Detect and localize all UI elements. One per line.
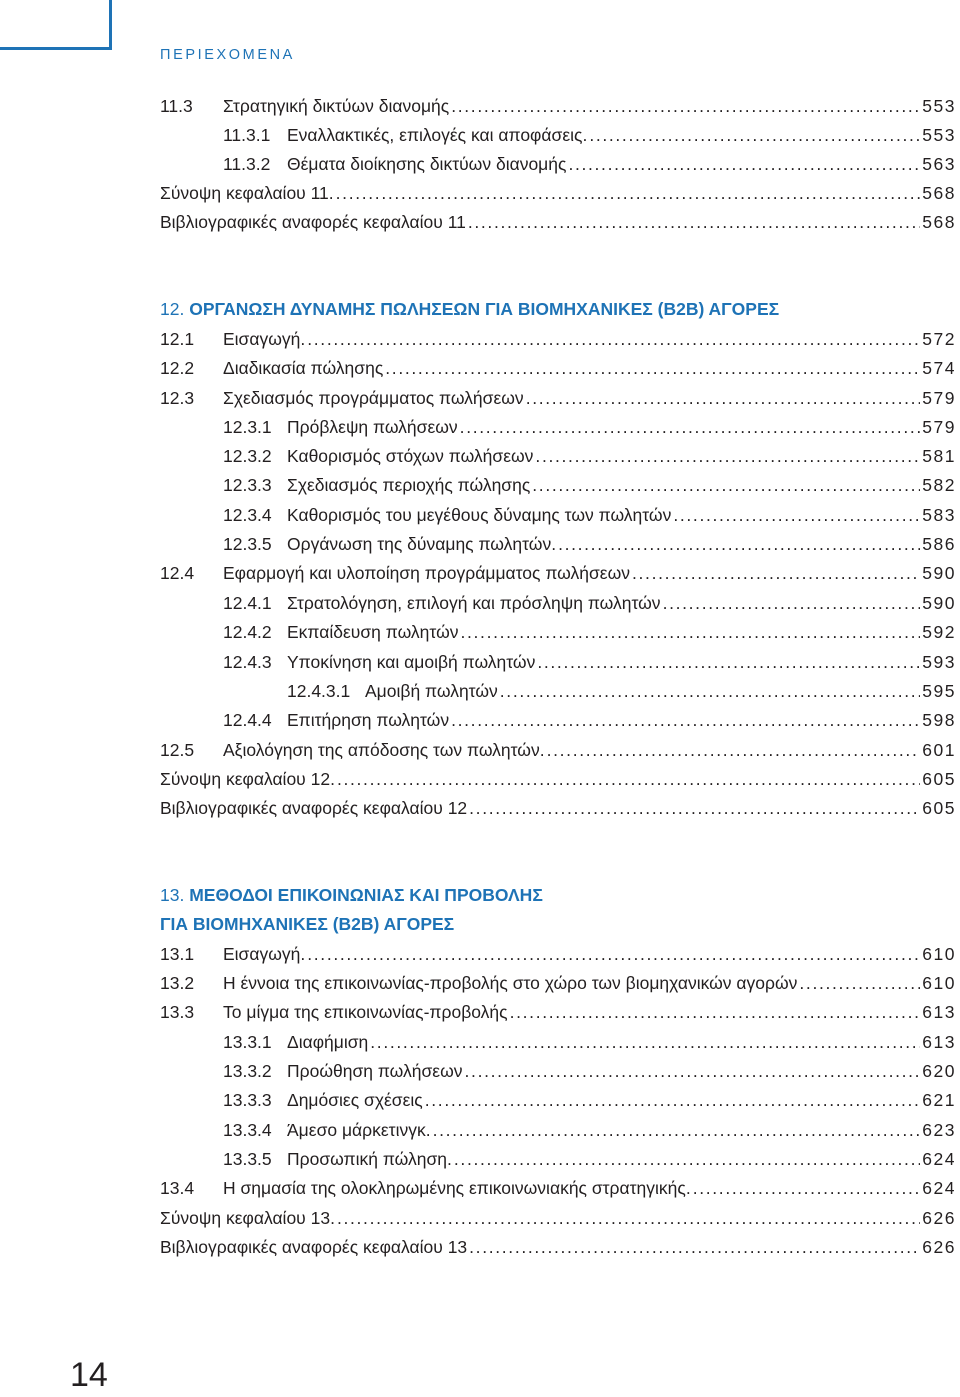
toc-entry-page: 563 bbox=[922, 154, 956, 174]
toc-entry-label: Το μίγμα της επικοινωνίας-προβολής bbox=[223, 1002, 508, 1022]
toc-entry-label: Υποκίνηση και αμοιβή πωλητών bbox=[287, 652, 536, 672]
toc-entry-label: Επιτήρηση πωλητών bbox=[287, 710, 450, 730]
toc-entry-label: Θέματα διοίκησης δικτύων διανομής bbox=[287, 154, 567, 174]
toc-dot-leader bbox=[693, 1178, 921, 1199]
toc-entry-label: Σύνοψη κεφαλαίου 11. bbox=[160, 183, 334, 203]
toc-entry-label: Σύνοψη κεφαλαίου 12. bbox=[160, 769, 335, 789]
toc-entry-label: Καθορισμός του μεγέθους δύναμης των πωλητών bbox=[287, 505, 672, 525]
toc-entry-number: 13.3.5 bbox=[223, 1149, 272, 1169]
toc-dot-leader bbox=[370, 1032, 920, 1053]
toc-dot-leader bbox=[632, 563, 920, 584]
toc-entry-page: 610 bbox=[922, 944, 956, 964]
toc-entry[interactable] bbox=[160, 329, 956, 353]
toc-entry-label: Άμεσο μάρκετινγκ. bbox=[287, 1120, 431, 1140]
toc-entry-page: 582 bbox=[922, 475, 956, 495]
toc-entry[interactable] bbox=[160, 1208, 956, 1232]
toc-entry-label: Η έννοια της επικοινωνίας-προβολής στο χώρο των βιομηχανικών αγορών bbox=[223, 973, 798, 993]
toc-entry-number: 12.4.3.1 bbox=[287, 681, 351, 701]
toc-entry[interactable] bbox=[160, 652, 956, 676]
toc-entry-page: 574 bbox=[922, 358, 956, 378]
toc-entry[interactable] bbox=[160, 1120, 956, 1144]
toc-entry[interactable] bbox=[160, 1149, 956, 1173]
toc-entry-label: Η σημασία της ολοκληρωμένης επικοινωνιακής στρατηγικής. bbox=[223, 1178, 691, 1198]
toc-entry[interactable] bbox=[160, 534, 956, 558]
toc-entry-number: 12.4.1 bbox=[223, 593, 272, 613]
toc-entry[interactable] bbox=[160, 798, 956, 822]
toc-entry-page: 623 bbox=[922, 1120, 956, 1140]
toc-entry-number: 11.3 bbox=[160, 96, 193, 116]
toc-entry-label: Εφαρμογή και υλοποίηση προγράμματος πωλήσεων bbox=[223, 563, 630, 583]
toc-entry-label: Σχεδιασμός περιοχής πώλησης bbox=[287, 475, 531, 495]
toc-dot-leader bbox=[663, 593, 921, 614]
toc-dot-leader bbox=[469, 798, 920, 819]
toc-entry[interactable] bbox=[160, 1090, 956, 1114]
toc-entry-page: 605 bbox=[922, 798, 956, 818]
toc-entry-label: Στρατηγική δικτύων διανομής bbox=[223, 96, 450, 116]
toc-entry-number: 13.2 bbox=[160, 973, 195, 993]
toc-entry[interactable] bbox=[160, 944, 956, 968]
toc-entry-page: 620 bbox=[922, 1061, 956, 1081]
toc-entry[interactable] bbox=[160, 505, 956, 529]
toc-entry[interactable] bbox=[160, 475, 956, 499]
toc-entry-page: 595 bbox=[922, 681, 956, 701]
toc-entry-number: 12.3.1 bbox=[223, 417, 272, 437]
toc-dot-leader bbox=[336, 183, 921, 204]
toc-entry-number: 13.3.4 bbox=[223, 1120, 272, 1140]
toc-dot-leader bbox=[589, 125, 920, 146]
toc-entry-page: 598 bbox=[922, 710, 956, 730]
toc-entry-label: Σύνοψη κεφαλαίου 13. bbox=[160, 1208, 335, 1228]
toc-dot-leader bbox=[337, 769, 920, 790]
toc-entry-page: 624 bbox=[922, 1178, 956, 1198]
toc-dot-leader bbox=[535, 446, 920, 467]
toc-entry-number: 13.3.2 bbox=[223, 1061, 272, 1081]
toc-entry[interactable] bbox=[160, 1178, 956, 1202]
toc-entry-label: Διαφήμιση bbox=[287, 1032, 369, 1052]
toc-entry-page: 601 bbox=[922, 740, 956, 760]
toc-dot-leader bbox=[307, 944, 920, 965]
toc-entry[interactable] bbox=[160, 681, 956, 705]
toc-entry-number: 13.4 bbox=[160, 1178, 195, 1198]
toc-entry-page: 579 bbox=[922, 388, 956, 408]
toc-dot-leader bbox=[568, 154, 920, 175]
toc-entry-page: 586 bbox=[922, 534, 956, 554]
toc-dot-leader bbox=[460, 417, 921, 438]
toc-entry[interactable] bbox=[160, 1002, 956, 1026]
toc-entry-number: 12.4.2 bbox=[223, 622, 272, 642]
toc-entry-label: Προώθηση πωλήσεων bbox=[287, 1061, 463, 1081]
toc-dot-leader bbox=[465, 1061, 921, 1082]
toc-entry-number: 13.3.3 bbox=[223, 1090, 272, 1110]
toc-dot-leader bbox=[532, 475, 920, 496]
toc-entry-page: 610 bbox=[922, 973, 956, 993]
toc-dot-leader bbox=[307, 329, 920, 350]
toc-entry-page: 581 bbox=[922, 446, 956, 466]
toc-entry-number: 13.3 bbox=[160, 1002, 195, 1022]
chapter-13-title[interactable] bbox=[160, 885, 543, 906]
toc-entry-page: 568 bbox=[922, 183, 956, 203]
toc-entry-number: 12.1 bbox=[160, 329, 195, 349]
toc-dot-leader bbox=[510, 1002, 921, 1023]
toc-dot-leader bbox=[385, 358, 920, 379]
toc-dot-leader bbox=[537, 652, 920, 673]
toc-entry-page: 626 bbox=[922, 1208, 956, 1228]
toc-dot-leader bbox=[425, 1090, 921, 1111]
toc-entry-label: Αξιολόγηση της απόδοσης των πωλητών. bbox=[223, 740, 545, 760]
toc-entry[interactable] bbox=[160, 125, 956, 149]
toc-entry-label: Διαδικασία πώλησης bbox=[223, 358, 384, 378]
toc-dot-leader bbox=[526, 388, 921, 409]
toc-entry-page: 553 bbox=[922, 125, 956, 145]
toc-entry-label: Εισαγωγή. bbox=[223, 329, 306, 349]
toc-entry-page: 621 bbox=[922, 1090, 956, 1110]
toc-entry-label: Πρόβλεψη πωλήσεων bbox=[287, 417, 458, 437]
chapter-13-title-line2: ΓΙΑ ΒΙΟΜΗΧΑΝΙΚΕΣ (B2B) ΑΓΟΡΕΣ bbox=[160, 914, 455, 934]
toc-entry-page: 613 bbox=[922, 1032, 956, 1052]
toc-dot-leader bbox=[460, 622, 920, 643]
toc-entry-label: Βιβλιογραφικές αναφορές κεφαλαίου 13 bbox=[160, 1237, 468, 1257]
toc-entry[interactable] bbox=[160, 769, 956, 793]
toc-dot-leader bbox=[454, 1149, 920, 1170]
page-header: ΠΕΡΙΕΧΟΜΕΝΑ bbox=[160, 47, 295, 63]
toc-entry-number: 12.2 bbox=[160, 358, 195, 378]
toc-entry-page: 553 bbox=[922, 96, 956, 116]
toc-dot-leader bbox=[468, 212, 920, 233]
toc-entry-page: 590 bbox=[922, 593, 956, 613]
chapter-title-text: ΜΕΘΟΔΟΙ ΕΠΙΚΟΙΝΩΝΙΑΣ ΚΑΙ ΠΡΟΒΟΛΗΣ bbox=[189, 885, 543, 905]
toc-dot-leader bbox=[469, 1237, 920, 1258]
toc-dot-leader bbox=[558, 534, 920, 555]
toc-entry-page: 593 bbox=[922, 652, 956, 672]
toc-entry-label: Βιβλιογραφικές αναφορές κεφαλαίου 11 bbox=[160, 212, 466, 232]
toc-dot-leader bbox=[547, 740, 921, 761]
toc-entry[interactable] bbox=[160, 388, 956, 412]
toc-entry[interactable] bbox=[160, 622, 956, 646]
toc-dot-leader bbox=[337, 1208, 920, 1229]
toc-entry-number: 12.3.3 bbox=[223, 475, 272, 495]
corner-accent-line bbox=[0, 47, 112, 50]
chapter-number: 13. bbox=[160, 885, 185, 905]
toc-entry-number: 12.4 bbox=[160, 563, 195, 583]
toc-entry-number: 12.3 bbox=[160, 388, 195, 408]
toc-entry-page: 568 bbox=[922, 212, 956, 232]
toc-entry[interactable] bbox=[160, 1237, 956, 1261]
toc-entry[interactable] bbox=[160, 183, 956, 207]
toc-entry-number: 13.3.1 bbox=[223, 1032, 272, 1052]
toc-entry-label: Βιβλιογραφικές αναφορές κεφαλαίου 12 bbox=[160, 798, 468, 818]
toc-entry[interactable] bbox=[160, 446, 956, 470]
toc-entry[interactable] bbox=[160, 212, 956, 236]
toc-dot-leader bbox=[451, 96, 920, 117]
toc-entry-label: Δημόσιες σχέσεις bbox=[287, 1090, 423, 1110]
toc-entry-number: 12.5 bbox=[160, 740, 195, 760]
toc-entry[interactable] bbox=[160, 154, 956, 178]
toc-entry-page: 605 bbox=[922, 769, 956, 789]
toc-dot-leader bbox=[451, 710, 920, 731]
toc-entry-page: 590 bbox=[922, 563, 956, 583]
toc-dot-leader bbox=[673, 505, 920, 526]
toc-entry-label: Καθορισμός στόχων πωλήσεων bbox=[287, 446, 534, 466]
toc-entry[interactable] bbox=[160, 358, 956, 382]
chapter-title-text: ΟΡΓΑΝΩΣΗ ΔΥΝΑΜΗΣ ΠΩΛΗΣΕΩΝ ΓΙΑ ΒΙΟΜΗΧΑΝΙΚΕΣ (B2B) ΑΓΟΡΕΣ bbox=[189, 299, 780, 319]
toc-entry-label: Εκπαίδευση πωλητών bbox=[287, 622, 459, 642]
toc-entry-page: 572 bbox=[922, 329, 956, 349]
toc-entry-number: 12.4.4 bbox=[223, 710, 272, 730]
toc-entry-page: 613 bbox=[922, 1002, 956, 1022]
toc-entry-label: Αμοιβή πωλητών bbox=[365, 681, 498, 701]
page-number: 14 bbox=[70, 1356, 108, 1394]
toc-entry[interactable] bbox=[160, 973, 956, 997]
toc-entry-label: Προσωπική πώληση. bbox=[287, 1149, 452, 1169]
toc-entry[interactable] bbox=[160, 710, 956, 734]
toc-entry-page: 583 bbox=[922, 505, 956, 525]
toc-dot-leader bbox=[500, 681, 921, 702]
toc-entry-label: Οργάνωση της δύναμης πωλητών. bbox=[287, 534, 557, 554]
toc-entry-label: Σχεδιασμός προγράμματος πωλήσεων bbox=[223, 388, 524, 408]
toc-entry-page: 626 bbox=[922, 1237, 956, 1257]
toc-entry[interactable] bbox=[160, 740, 956, 764]
toc-entry-number: 12.3.5 bbox=[223, 534, 272, 554]
toc-entry-page: 624 bbox=[922, 1149, 956, 1169]
toc-entry[interactable] bbox=[160, 417, 956, 441]
toc-entry-number: 12.3.2 bbox=[223, 446, 272, 466]
toc-entry[interactable] bbox=[160, 96, 956, 120]
toc-entry-number: 11.3.2 bbox=[223, 154, 271, 174]
toc-dot-leader bbox=[799, 973, 920, 994]
toc-entry-number: 11.3.1 bbox=[223, 125, 271, 145]
corner-accent-line-vertical bbox=[109, 0, 112, 50]
chapter-12-title[interactable] bbox=[160, 299, 779, 320]
toc-entry[interactable] bbox=[160, 1061, 956, 1085]
toc-dot-leader bbox=[433, 1120, 921, 1141]
toc-entry[interactable] bbox=[160, 1032, 956, 1056]
toc-entry-label: Εισαγωγή. bbox=[223, 944, 306, 964]
chapter-number: 12. bbox=[160, 299, 185, 319]
toc-entry-label: Εναλλακτικές, επιλογές και αποφάσεις. bbox=[287, 125, 588, 145]
toc-entry-page: 579 bbox=[922, 417, 956, 437]
toc-entry-page: 592 bbox=[922, 622, 956, 642]
toc-entry-number: 13.1 bbox=[160, 944, 195, 964]
toc-entry-number: 12.3.4 bbox=[223, 505, 272, 525]
toc-entry[interactable] bbox=[160, 593, 956, 617]
toc-entry[interactable] bbox=[160, 563, 956, 587]
toc-entry-label: Στρατολόγηση, επιλογή και πρόσληψη πωλητών bbox=[287, 593, 661, 613]
toc-entry-number: 12.4.3 bbox=[223, 652, 272, 672]
